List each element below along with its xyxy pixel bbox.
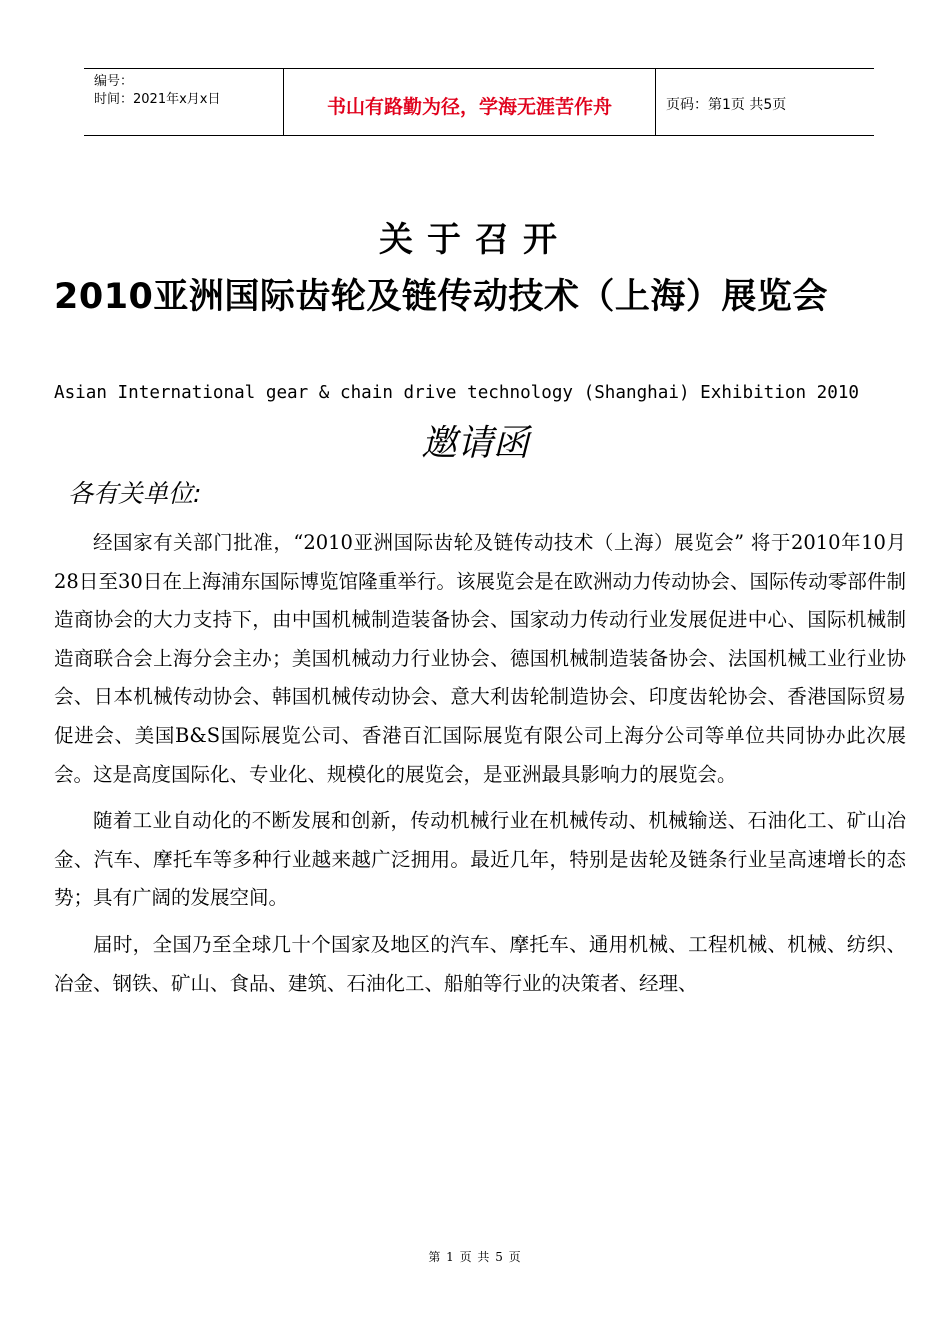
title-line-1: 关于召开 <box>379 220 571 260</box>
page-footer: 第 1 页 共 5 页 <box>428 1250 522 1264</box>
paragraph: 随着工业自动化的不断发展和创新，传动机械行业在机械传动、机械输送、石油化工、矿山冶金、汽车、摩托车等多种行业越来越广泛拥用。最近几年，特别是齿轮及链条行业呈高速增长的态势；具有广阔的发展空间。 <box>54 809 906 910</box>
time-label: 时间：2021年x月x日 <box>94 92 221 107</box>
title-line-2: 2010亚洲国际齿轮及链传动技术（上海）展览会 <box>54 277 828 317</box>
number-label: 编号： <box>94 74 134 89</box>
invitation-heading: 邀请函 <box>420 423 529 464</box>
document-header <box>84 68 874 136</box>
title-english: Asian International gear & chain drive technology (Shanghai) Exhibition 2010 <box>54 383 860 403</box>
header-meta <box>84 69 284 135</box>
salutation: 各有关单位: <box>68 479 202 508</box>
paragraph: 经国家有关部门批准，“2010亚洲国际齿轮及链传动技术（上海）展览会” 将于2010年10月28日至30日在上海浦东国际博览馆隆重举行。该展览会是在欧洲动力传动协会、国际传动零部件制造商协会的大力支持下，由中国机械制造装备协会、国家动力传动行业发展促进中心、国际机械制造商联合会上海分会主办；美国机械动力行业协会、德国机械制造装备协会、法国机械工业行业协会、日本机械传动协会、韩国机械传动协会、意大利齿轮制造协会、印度齿轮协会、香港国际贸易促进会、美国B&S国际展览公司、香港百汇国际展览有限公司上海分公司等单位共同协办此次展会。这是高度国际化、专业化、规模化的展览会，是亚洲最具影响力的展览会。 <box>54 531 906 786</box>
header-page-info: 页码：第1页 共5页 <box>666 97 787 113</box>
paragraph: 届时，全国乃至全球几十个国家及地区的汽车、摩托车、通用机械、工程机械、机械、纺织、冶金、钢铁、矿山、食品、建筑、石油化工、船舶等行业的决策者、经理、 <box>54 932 906 995</box>
body-text <box>54 524 906 1011</box>
header-motto: 书山有路勤为径，学海无涯苦作舟 <box>284 69 656 135</box>
